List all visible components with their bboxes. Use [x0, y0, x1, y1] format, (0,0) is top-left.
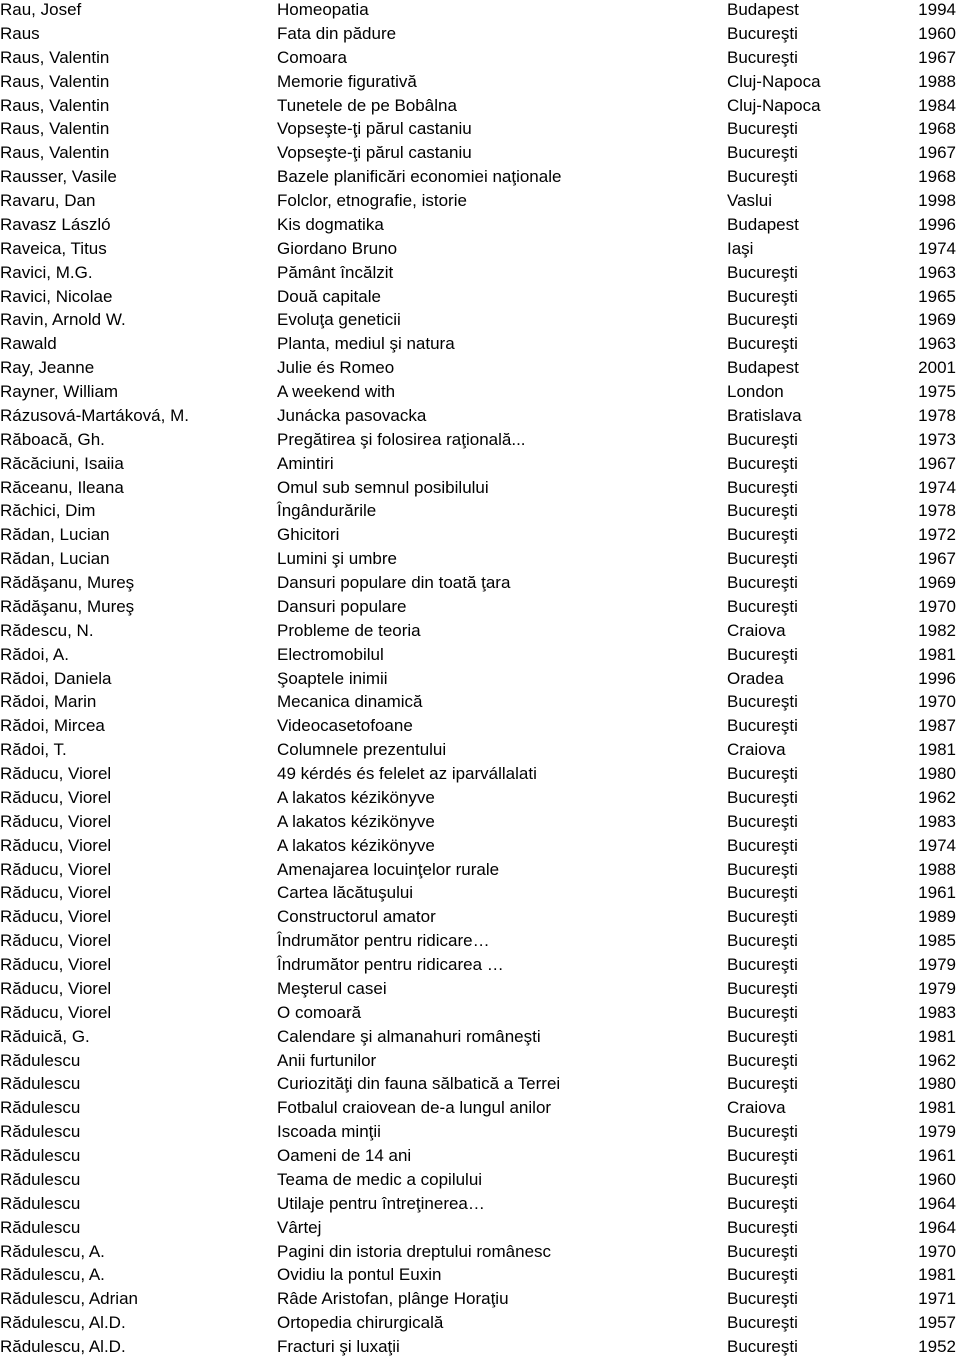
entry-author: Rădulescu [0, 1169, 81, 1189]
entry-city: Cluj-Napoca [727, 95, 821, 115]
entry-title: Planta, mediul şi natura [277, 334, 455, 354]
entry-city: Craiova [727, 740, 786, 760]
entry-title: Columnele prezentului [277, 740, 447, 760]
entry-year: 1988 [918, 71, 956, 91]
entry-city: Bucureşti [727, 477, 798, 497]
entry-author: Rădoi, A. [0, 644, 69, 664]
entry-year: 1960 [918, 23, 956, 43]
entry-city: Bucureşti [727, 310, 798, 330]
entry-title: Fracturi şi luxaţii [277, 1337, 400, 1356]
catalog-row [0, 310, 960, 334]
entry-city: Bucureşti [727, 1122, 798, 1142]
entry-title: Calendare şi almanahuri româneşti [277, 1026, 541, 1046]
entry-year: 1952 [918, 1337, 956, 1356]
catalog-row [0, 501, 960, 525]
entry-author: Raus, Valentin [0, 143, 110, 163]
entry-author: Răchici, Dim [0, 501, 96, 521]
entry-year: 1969 [918, 573, 956, 592]
entry-title: Vopseşte-ţi părul castaniu [277, 119, 472, 139]
entry-title: Probleme de teoria [277, 620, 421, 640]
entry-year: 1998 [918, 191, 956, 210]
entry-author: Rădulescu, Adrian [0, 1289, 138, 1309]
entry-city: Bucureşti [727, 955, 798, 974]
entry-author: Raus, Valentin [0, 71, 110, 91]
entry-title: Îndrumător pentru ridicarea … [277, 955, 504, 974]
entry-title: O comoară [277, 1002, 362, 1022]
entry-year: 1964 [918, 1217, 956, 1237]
entry-title: Cartea lăcătuşului [277, 883, 414, 903]
entry-city: Bucureşti [727, 501, 798, 521]
entry-author: Rădulescu [0, 1122, 81, 1142]
catalog-row [0, 836, 960, 860]
catalog-row [0, 1074, 960, 1098]
entry-city: Bucureşti [727, 573, 798, 592]
entry-author: Răducu, Viorel [0, 859, 112, 879]
entry-year: 1996 [918, 668, 956, 688]
entry-city: Bucureşti [727, 286, 798, 306]
entry-city: Bucureşti [727, 47, 798, 67]
catalog-row [0, 1313, 960, 1337]
entry-year: 1978 [918, 501, 956, 521]
entry-city: Bucureşti [727, 978, 798, 998]
entry-title: Evoluţa geneticii [277, 310, 401, 330]
catalog-row [0, 1265, 960, 1289]
entry-author: Rădulescu [0, 1050, 81, 1070]
entry-city: Bucureşti [727, 931, 798, 951]
catalog-row [0, 406, 960, 430]
entry-title: Lumini şi umbre [277, 549, 397, 569]
entry-author: Rădulescu, A. [0, 1241, 105, 1261]
entry-author: Răducu, Viorel [0, 907, 112, 927]
entry-city: Bucureşti [727, 1169, 798, 1189]
catalog-row [0, 645, 960, 669]
entry-author: Ray, Jeanne [0, 358, 95, 378]
catalog-row [0, 215, 960, 239]
catalog-row [0, 382, 960, 406]
entry-city: Bucureşti [727, 716, 798, 736]
entry-title: Giordano Bruno [277, 238, 398, 258]
entry-city: Bucureşti [727, 1193, 798, 1213]
entry-title: Comoara [277, 47, 347, 67]
catalog-row [0, 525, 960, 549]
entry-author: Răducu, Viorel [0, 955, 112, 974]
entry-year: 1984 [918, 95, 956, 115]
entry-year: 1987 [918, 716, 956, 736]
entry-title: Pregătirea şi folosirea raţională... [277, 429, 526, 449]
entry-city: Bucureşti [727, 525, 798, 545]
entry-year: 1988 [918, 859, 956, 879]
entry-title: Pagini din istoria dreptului românesc [277, 1241, 552, 1261]
entry-author: Raus, Valentin [0, 119, 110, 139]
entry-author: Rădulescu, Al.D. [0, 1313, 126, 1333]
entry-year: 1974 [918, 835, 956, 855]
entry-city: Bucureşti [727, 167, 798, 187]
entry-author: Rădoi, T. [0, 740, 67, 760]
entry-city: Bucureşti [727, 1002, 798, 1022]
entry-author: Răducu, Viorel [0, 931, 112, 951]
entry-city: Bucureşti [727, 692, 798, 712]
catalog-row [0, 931, 960, 955]
entry-author: Ravici, Nicolae [0, 286, 113, 306]
entry-year: 1981 [918, 1098, 956, 1118]
entry-year: 1968 [918, 119, 956, 139]
entry-title: Constructorul amator [277, 907, 436, 927]
entry-title: Ghicitori [277, 525, 340, 545]
entry-year: 1971 [918, 1289, 956, 1309]
catalog-row [0, 96, 960, 120]
catalog-row [0, 191, 960, 215]
entry-author: Rădulescu [0, 1146, 81, 1165]
entry-city: Budapest [727, 0, 799, 19]
entry-city: Bucureşti [727, 1217, 798, 1237]
entry-city: Budapest [727, 358, 799, 378]
entry-author: Rawald [0, 334, 57, 354]
entry-title: Electromobilul [277, 644, 384, 664]
catalog-row [0, 883, 960, 907]
entry-title: Bazele planificări economiei naţionale [277, 167, 562, 187]
entry-author: Răduică, G. [0, 1026, 90, 1046]
entry-title: Memorie figurativă [277, 71, 417, 91]
entry-title: Îngândurările [277, 501, 377, 521]
catalog-row [0, 860, 960, 884]
entry-title: Râde Aristofan, plânge Horaţiu [277, 1289, 509, 1309]
entry-city: Cluj-Napoca [727, 71, 821, 91]
entry-title: Meşterul casei [277, 978, 387, 998]
catalog-row [0, 263, 960, 287]
entry-title: Îndrumător pentru ridicare… [277, 931, 490, 951]
catalog-row [0, 621, 960, 645]
entry-city: Bucureşti [727, 1074, 798, 1094]
entry-author: Rădoi, Marin [0, 692, 97, 712]
entry-author: Rayner, William [0, 382, 119, 401]
catalog-row [0, 669, 960, 693]
entry-author: Răducu, Viorel [0, 764, 112, 783]
catalog-row [0, 1337, 960, 1361]
entry-title: Dansuri populare [277, 596, 407, 616]
entry-title: Două capitale [277, 286, 381, 306]
entry-author: Rădescu, N. [0, 620, 94, 640]
entry-year: 1981 [918, 644, 956, 664]
entry-year: 1996 [918, 214, 956, 234]
entry-year: 1979 [918, 955, 956, 974]
catalog-row [0, 1098, 960, 1122]
catalog-row [0, 119, 960, 143]
entry-author: Răducu, Viorel [0, 787, 112, 807]
entry-author: Răducu, Viorel [0, 811, 112, 831]
entry-city: Bucureşti [727, 429, 798, 449]
entry-title: Tunetele de pe Bobâlna [277, 95, 457, 115]
entry-author: Răboacă, Gh. [0, 429, 105, 449]
entry-author: Rau, Josef [0, 0, 82, 19]
catalog-row [0, 716, 960, 740]
catalog-row [0, 72, 960, 96]
entry-city: Bucureşti [727, 907, 798, 927]
entry-author: Rădăşanu, Mureş [0, 573, 135, 592]
entry-city: Craiova [727, 1098, 786, 1118]
entry-year: 1968 [918, 167, 956, 187]
entry-author: Rădăşanu, Mureş [0, 596, 135, 616]
entry-title: A lakatos kézikönyve [277, 787, 435, 807]
entry-year: 1981 [918, 1265, 956, 1285]
catalog-row [0, 454, 960, 478]
entry-year: 1972 [918, 525, 956, 545]
entry-title: A lakatos kézikönyve [277, 835, 435, 855]
entry-title: Homeopatia [277, 0, 369, 19]
entry-city: Bucureşti [727, 23, 798, 43]
catalog-row [0, 979, 960, 1003]
catalog-row [0, 287, 960, 311]
entry-title: Teama de medic a copilului [277, 1169, 483, 1189]
entry-year: 1981 [918, 1026, 956, 1046]
entry-title: Şoaptele inimii [277, 668, 388, 688]
entry-year: 1981 [918, 740, 956, 760]
entry-author: Raus [0, 23, 40, 43]
entry-author: Raveica, Titus [0, 238, 107, 258]
entry-year: 1979 [918, 978, 956, 998]
catalog-row [0, 788, 960, 812]
catalog-row [0, 597, 960, 621]
entry-author: Rázusová-Martáková, M. [0, 405, 189, 425]
entry-title: Vopseşte-ţi părul castaniu [277, 143, 472, 163]
entry-city: Bucureşti [727, 787, 798, 807]
entry-year: 1967 [918, 47, 956, 67]
entry-author: Rădoi, Daniela [0, 668, 112, 688]
catalog-row [0, 48, 960, 72]
catalog-row [0, 1027, 960, 1051]
catalog-row [0, 1122, 960, 1146]
entry-year: 1967 [918, 549, 956, 569]
entry-title: Junácka pasovacka [277, 405, 427, 425]
entry-title: Amenajarea locuinţelor rurale [277, 859, 500, 879]
catalog-row [0, 239, 960, 263]
entry-title: Iscoada minţii [277, 1122, 381, 1142]
entry-author: Raus, Valentin [0, 95, 110, 115]
entry-year: 1965 [918, 286, 956, 306]
entry-city: Bucureşti [727, 859, 798, 879]
entry-city: Bucureşti [727, 1050, 798, 1070]
entry-title: Videocasetofoane [277, 716, 413, 736]
entry-author: Răducu, Viorel [0, 835, 112, 855]
entry-city: Vaslui [727, 191, 773, 210]
entry-city: Bucureşti [727, 453, 798, 473]
catalog-row [0, 955, 960, 979]
entry-year: 1960 [918, 1169, 956, 1189]
entry-title: Julie és Romeo [277, 358, 395, 378]
entry-author: Răducu, Viorel [0, 978, 112, 998]
catalog-row [0, 1194, 960, 1218]
entry-title: Dansuri populare din toată ţara [277, 573, 511, 592]
catalog-row [0, 573, 960, 597]
entry-year: 1989 [918, 907, 956, 927]
entry-author: Rădulescu, Al.D. [0, 1337, 126, 1356]
entry-city: Bucureşti [727, 764, 798, 783]
entry-city: Bucureşti [727, 835, 798, 855]
entry-city: Bratislava [727, 405, 802, 425]
entry-year: 1982 [918, 620, 956, 640]
entry-author: Ravin, Arnold W. [0, 310, 126, 330]
entry-title: Fotbalul craiovean de-a lungul anilor [277, 1098, 552, 1118]
catalog-row [0, 430, 960, 454]
entry-author: Ravici, M.G. [0, 262, 93, 282]
entry-author: Rădulescu [0, 1098, 81, 1118]
entry-year: 2001 [918, 358, 956, 378]
entry-title: A lakatos kézikönyve [277, 811, 435, 831]
entry-city: Bucureşti [727, 119, 798, 139]
entry-year: 1974 [918, 477, 956, 497]
catalog-row [0, 143, 960, 167]
entry-year: 1957 [918, 1313, 956, 1333]
entry-title: Kis dogmatika [277, 214, 384, 234]
catalog-row [0, 692, 960, 716]
entry-title: Amintiri [277, 453, 334, 473]
catalog-row [0, 1242, 960, 1266]
entry-city: Bucureşti [727, 549, 798, 569]
entry-year: 1980 [918, 764, 956, 783]
entry-author: Răducu, Viorel [0, 1002, 112, 1022]
entry-title: 49 kérdés és felelet az iparvállalati [277, 764, 537, 783]
entry-year: 1967 [918, 453, 956, 473]
catalog-row [0, 478, 960, 502]
entry-year: 1970 [918, 692, 956, 712]
entry-title: Pământ încălzit [277, 262, 394, 282]
entry-author: Răducu, Viorel [0, 883, 112, 903]
entry-city: Bucureşti [727, 1289, 798, 1309]
entry-author: Rădan, Lucian [0, 525, 110, 545]
entry-city: Bucureşti [727, 596, 798, 616]
entry-city: Bucureşti [727, 1241, 798, 1261]
entry-year: 1973 [918, 429, 956, 449]
entry-city: Budapest [727, 214, 799, 234]
entry-year: 1962 [918, 787, 956, 807]
entry-year: 1974 [918, 238, 956, 258]
entry-city: Bucureşti [727, 1026, 798, 1046]
entry-year: 1963 [918, 334, 956, 354]
entry-year: 1962 [918, 1050, 956, 1070]
entry-author: Răcăciuni, Isaiia [0, 453, 124, 473]
catalog-row [0, 24, 960, 48]
entry-city: Bucureşti [727, 1146, 798, 1165]
entry-title: Oameni de 14 ani [277, 1146, 412, 1165]
entry-year: 1963 [918, 262, 956, 282]
entry-year: 1980 [918, 1074, 956, 1094]
entry-author: Ravaru, Dan [0, 191, 96, 210]
entry-city: Bucureşti [727, 1265, 798, 1285]
entry-year: 1985 [918, 931, 956, 951]
entry-year: 1970 [918, 1241, 956, 1261]
entry-city: Bucureşti [727, 143, 798, 163]
catalog-row [0, 358, 960, 382]
catalog-row [0, 907, 960, 931]
catalog-row [0, 549, 960, 573]
entry-author: Răceanu, Ileana [0, 477, 124, 497]
entry-title: Ortopedia chirurgicală [277, 1313, 444, 1333]
catalog-row [0, 740, 960, 764]
entry-year: 1961 [918, 1146, 956, 1165]
entry-year: 1964 [918, 1193, 956, 1213]
entry-author: Raus, Valentin [0, 47, 110, 67]
entry-city: Craiova [727, 620, 786, 640]
entry-city: Iaşi [727, 238, 754, 258]
entry-year: 1983 [918, 811, 956, 831]
catalog-row [0, 1051, 960, 1075]
entry-city: Bucureşti [727, 334, 798, 354]
entry-author: Rădulescu, A. [0, 1265, 105, 1285]
catalog-row [0, 1003, 960, 1027]
catalog-row [0, 334, 960, 358]
entry-city: Oradea [727, 668, 784, 688]
entry-title: Anii furtunilor [277, 1050, 377, 1070]
entry-title: Mecanica dinamică [277, 692, 423, 712]
entry-title: Folclor, etnografie, istorie [277, 191, 467, 210]
catalog-row [0, 1289, 960, 1313]
entry-city: Bucureşti [727, 883, 798, 903]
entry-title: Vârtej [277, 1217, 322, 1237]
entry-author: Rausser, Vasile [0, 167, 117, 187]
entry-year: 1975 [918, 382, 956, 401]
entry-author: Ravasz László [0, 214, 111, 234]
entry-title: Curiozităţi din fauna sălbatică a Terrei [277, 1074, 561, 1094]
catalog-row [0, 1146, 960, 1170]
entry-year: 1967 [918, 143, 956, 163]
entry-year: 1969 [918, 310, 956, 330]
catalog-row [0, 1170, 960, 1194]
entry-city: Bucureşti [727, 644, 798, 664]
entry-title: Omul sub semnul posibilului [277, 477, 489, 497]
entry-author: Rădan, Lucian [0, 549, 110, 569]
catalog-row [0, 0, 960, 24]
entry-year: 1970 [918, 596, 956, 616]
entry-author: Rădulescu [0, 1193, 81, 1213]
catalog-row [0, 764, 960, 788]
entry-year: 1983 [918, 1002, 956, 1022]
entry-city: Bucureşti [727, 1337, 798, 1356]
entry-author: Rădoi, Mircea [0, 716, 105, 736]
entry-title: Utilaje pentru întreţinerea… [277, 1193, 485, 1213]
entry-city: Bucureşti [727, 811, 798, 831]
entry-year: 1961 [918, 883, 956, 903]
entry-year: 1979 [918, 1122, 956, 1142]
entry-author: Rădulescu [0, 1217, 81, 1237]
entry-title: A weekend with [277, 382, 396, 401]
entry-year: 1994 [918, 0, 956, 19]
entry-city: Bucureşti [727, 262, 798, 282]
entry-title: Fata din pădure [277, 23, 397, 43]
entry-year: 1978 [918, 405, 956, 425]
entry-title: Ovidiu la pontul Euxin [277, 1265, 442, 1285]
catalog-row [0, 167, 960, 191]
entry-author: Rădulescu [0, 1074, 81, 1094]
catalog-row [0, 812, 960, 836]
entry-city: London [727, 382, 784, 401]
catalog-row [0, 1218, 960, 1242]
entry-city: Bucureşti [727, 1313, 798, 1333]
